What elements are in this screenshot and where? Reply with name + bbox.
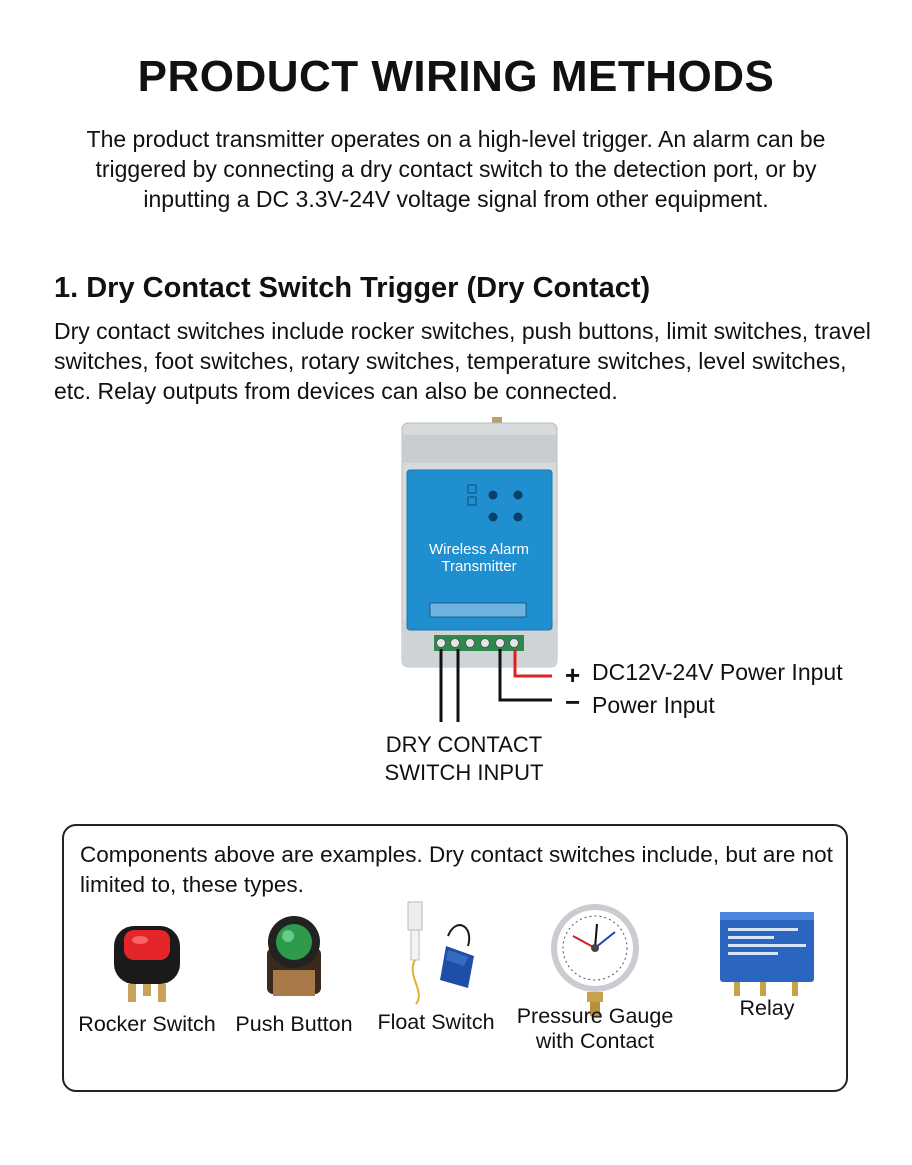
rocker-switch-icon bbox=[102, 908, 192, 1008]
examples-note: Components above are examples. Dry contact switches include, but are not limited to, these types. bbox=[80, 842, 833, 897]
device-label-line2: Transmitter bbox=[441, 558, 517, 575]
example-label: Float Switch bbox=[377, 1010, 495, 1034]
float-switch-icon bbox=[386, 896, 486, 1006]
example-rocker-switch bbox=[72, 908, 222, 1037]
device-label-line1: Wireless Alarm bbox=[428, 541, 530, 558]
input-label-line1: DRY CONTACT bbox=[385, 732, 543, 757]
example-label: Relay bbox=[739, 996, 795, 1020]
example-relay bbox=[692, 908, 842, 1021]
positive-label: DC12V-24V Power Input bbox=[592, 659, 843, 685]
negative-label: Power Input bbox=[592, 692, 715, 718]
page-title: PRODUCT WIRING METHODS bbox=[137, 52, 775, 101]
example-label: Push Button bbox=[235, 1012, 353, 1036]
input-label-line2: SWITCH INPUT bbox=[384, 760, 544, 785]
push-button-icon bbox=[249, 908, 339, 1008]
example-pressure-gauge bbox=[512, 908, 678, 1054]
pressure-gauge-icon bbox=[545, 900, 645, 1020]
section-description: Dry contact switches include rocker switches, push buttons, limit switches, travel switches, foot switches, rotary switches, temperature switches, level switches, etc. Relay outputs from devices can also be connected. bbox=[54, 318, 871, 404]
wiring-diagram bbox=[0, 405, 912, 795]
examples-box bbox=[62, 824, 848, 1092]
example-push-button bbox=[226, 908, 362, 1037]
example-float-switch bbox=[366, 908, 506, 1035]
relay-icon bbox=[712, 908, 822, 1008]
terminal-label-strip bbox=[430, 603, 526, 617]
example-label-line1: Pressure Gauge bbox=[516, 1004, 674, 1028]
negative-symbol: − bbox=[565, 687, 581, 717]
section-title: 1. Dry Contact Switch Trigger (Dry Contact) bbox=[54, 272, 651, 304]
terminal-block bbox=[434, 635, 524, 651]
positive-symbol: + bbox=[565, 660, 581, 690]
example-label: Rocker Switch bbox=[78, 1012, 216, 1036]
intro-paragraph: The product transmitter operates on a high-level trigger. An alarm can be triggered by connecting a dry contact switch to the detection port, or by inputting a DC 3.3V-24V voltage signal from other equipment. bbox=[86, 126, 826, 212]
example-label-line2: with Contact bbox=[535, 1029, 655, 1053]
